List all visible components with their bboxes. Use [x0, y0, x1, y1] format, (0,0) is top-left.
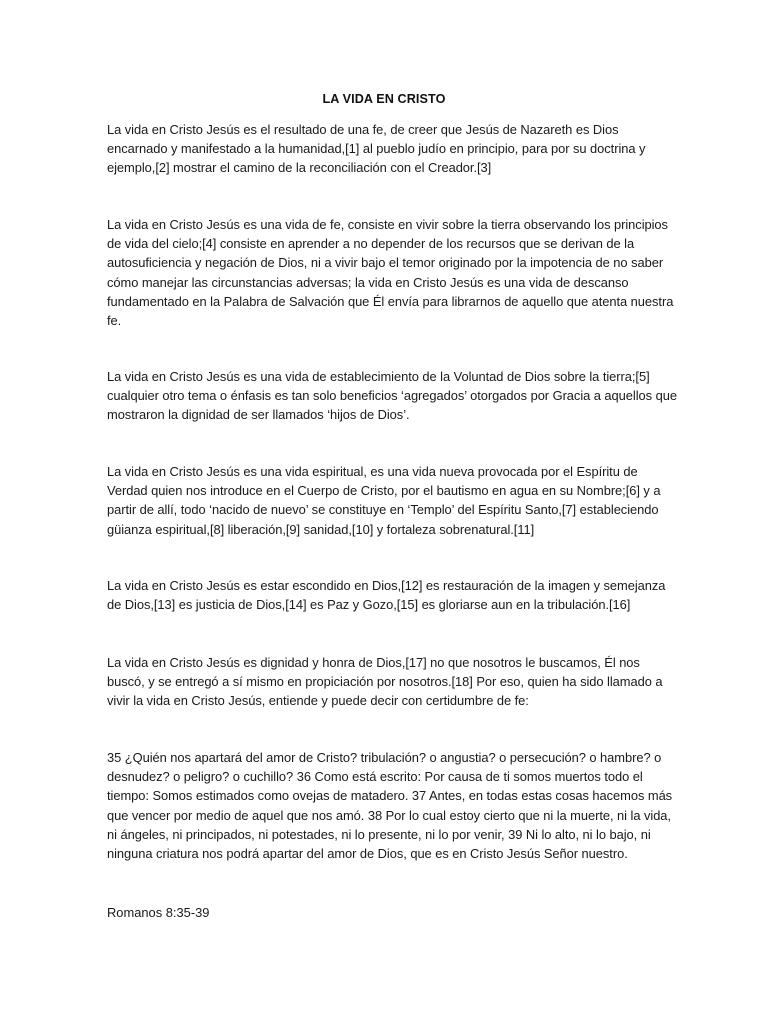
scripture-reference: Romanos 8:35-39	[107, 905, 210, 920]
paragraph-2: La vida en Cristo Jesús es una vida de fe, consiste en vivir sobre la tierra observando los principios de vida del cielo;[4] consiste en aprender a no depender de los recursos que se derivan de la autosuficiencia y negación de Dios, ni a vivir bajo el temor originado por la impotencia de no saber cómo manejar las circunstancias adversas; la vida en Cristo Jesús es una vida de descanso fundamentado en la Palabra de Salvación que Él envía para librarnos de aquello que atenta nuestra fe.	[107, 217, 674, 329]
scripture-quote: 35 ¿Quién nos apartará del amor de Cristo? tribulación? o angustia? o persecución? o hambre? o desnudez? o peligro? o cuchillo? 36 Como está escrito: Por causa de ti somos muertos todo el tiempo: Somos estimados como ovejas de matadero. 37 Antes, en todas estas cosas hacemos más que vencer por medio de aquel que nos amó. 38 Por lo cual estoy cierto que ni la muerte, ni la vida, ni ángeles, ni principados, ni potestades, ni lo presente, ni lo por venir, 39 Ni lo alto, ni lo bajo, ni ninguna criatura nos podrá apartar del amor de Dios, que es en Cristo Jesús Señor nuestro.	[107, 750, 673, 862]
paragraph-3: La vida en Cristo Jesús es una vida de establecimiento de la Voluntad de Dios sobre la tierra;[5] cualquier otro tema o énfasis es tan solo beneficios ‘agregados’ otorgados por Gracia a aquellos que mostraron la dignidad de ser llamados ‘hijos de Dios’.	[107, 369, 677, 423]
paragraph-5: La vida en Cristo Jesús es estar escondido en Dios,[12] es restauración de la imagen y semejanza de Dios,[13] es justicia de Dios,[14] es Paz y Gozo,[15] es gloriarse aun en la tribulación.[16]	[107, 578, 666, 613]
paragraph-6: La vida en Cristo Jesús es dignidad y honra de Dios,[17] no que nosotros le buscamos, Él nos buscó, y se entregó a sí mismo en propiciación por nosotros.[18] Por eso, quien ha sido llamado a vivir la vida en Cristo Jesús, entiende y puede decir con certidumbre de fe:	[107, 655, 663, 709]
paragraph-4: La vida en Cristo Jesús es una vida espiritual, es una vida nueva provocada por el Espíritu de Verdad quien nos introduce en el Cuerpo de Cristo, por el bautismo en agua en su Nombre;[6] y a partir de allí, todo ‘nacido de nuevo’ se constituye en ‘Templo’ del Espíritu Santo,[7] estableciendo güianza espiritual,[8] liberación,[9] sanidad,[10] y fortaleza sobrenatural.[11]	[107, 464, 661, 537]
paragraph-1: La vida en Cristo Jesús es el resultado de una fe, de creer que Jesús de Nazareth es Dios encarnado y manifestado a la humanidad,[1] al pueblo judío en principio, para por su doctrina y ejemplo,[2] mostrar el camino de la reconciliación con el Creador.[3]	[107, 122, 646, 176]
document-title: LA VIDA EN CRISTO	[322, 92, 446, 106]
